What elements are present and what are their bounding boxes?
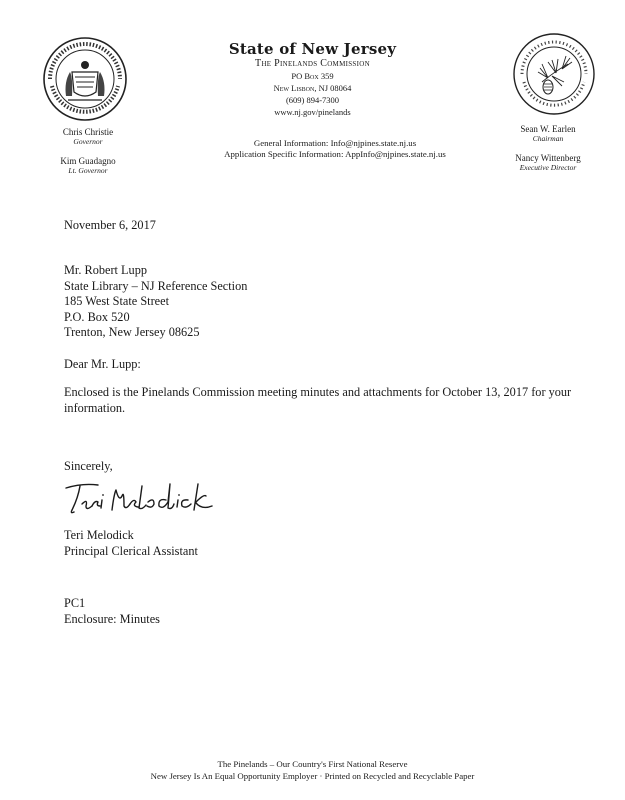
- letter-date: November 6, 2017: [64, 218, 156, 232]
- recipient-line: Trenton, New Jersey 08625: [64, 325, 200, 340]
- recipient-line: 185 West State Street: [64, 294, 169, 309]
- commission-officials: [484, 124, 612, 173]
- letterhead-header: [150, 40, 475, 118]
- general-info-email: General Information: Info@njpines.state.nj.us: [253, 138, 417, 148]
- application-info-email: Application Specific Information: AppInfo@njpines.state.nj.us: [224, 149, 446, 159]
- commission-name: The Pinelands Commission: [255, 58, 370, 69]
- salutation: Dear Mr. Lupp:: [64, 357, 141, 371]
- executive-director-name: Nancy Wittenberg: [515, 153, 581, 163]
- recipient-line: Mr. Robert Lupp: [64, 263, 147, 277]
- recipient-line: P.O. Box 520: [64, 309, 130, 324]
- enclosure-note: Enclosure: Minutes: [64, 611, 160, 626]
- nj-state-seal-icon: [42, 36, 128, 122]
- governor-title: Governor: [73, 137, 103, 146]
- contact-info: [150, 138, 520, 160]
- city-state-zip: New Lisbon, NJ 08064: [273, 83, 352, 93]
- po-box: PO Box 359: [291, 71, 334, 81]
- footer-employer-note: New Jersey Is An Equal Opportunity Employer · Printed on Recycled and Recyclable Paper: [150, 771, 475, 781]
- letter-body-paragraph: Enclosed is the Pinelands Commission meeting minutes and attachments for October 13, 2017 for your information.: [64, 385, 572, 415]
- signature-image: [62, 476, 222, 520]
- recipient-address: [64, 263, 247, 341]
- website: www.nj.gov/pinelands: [274, 107, 351, 117]
- closing: Sincerely,: [64, 459, 113, 473]
- footer-tagline: The Pinelands – Our Country's First National Reserve: [217, 759, 408, 769]
- recipient-line: State Library – NJ Reference Section: [64, 278, 248, 293]
- page-footer: [60, 758, 565, 782]
- signer-name: Teri Melodick: [64, 528, 134, 542]
- state-name: State of New Jersey: [228, 40, 397, 58]
- state-officials: [28, 127, 148, 176]
- governor-name: Chris Christie: [62, 127, 114, 137]
- enclosure-block: [64, 596, 160, 627]
- chairman-name: Sean W. Earlen: [520, 124, 576, 134]
- signer-block: [64, 528, 198, 559]
- chairman-title: Chairman: [532, 134, 564, 143]
- pinelands-commission-seal-icon: [512, 32, 596, 116]
- phone-number: (609) 894-7300: [285, 95, 340, 105]
- lt-governor-title: Lt. Governor: [68, 166, 108, 175]
- lt-governor-name: Kim Guadagno: [60, 156, 116, 166]
- typist-initials: PC1: [64, 596, 86, 610]
- executive-director-title: Executive Director: [519, 163, 577, 172]
- signer-title: Principal Clerical Assistant: [64, 543, 198, 558]
